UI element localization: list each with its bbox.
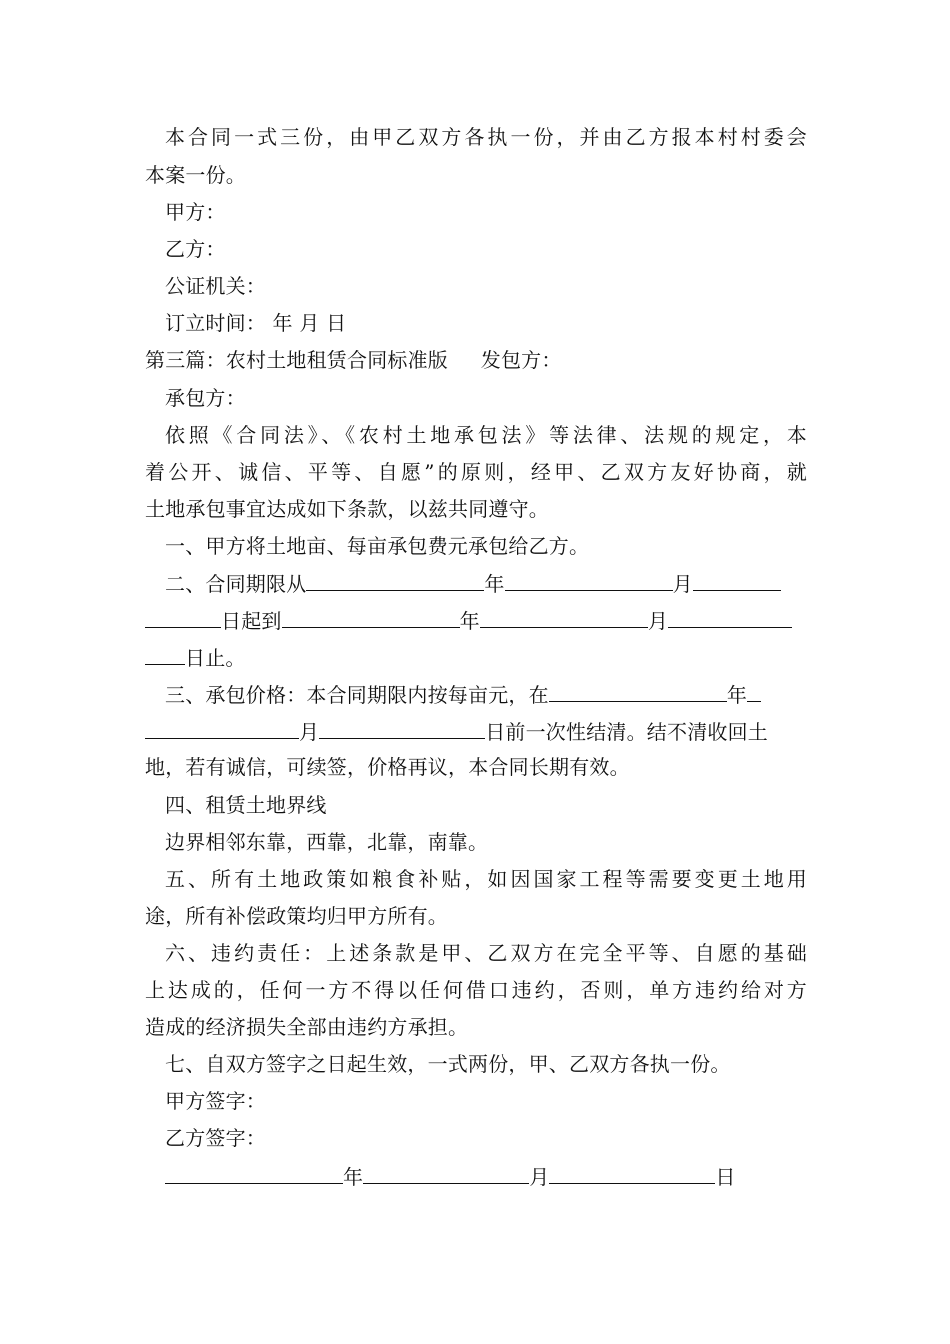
clause-3-line2 bbox=[145, 718, 807, 744]
clause-7: 七、自双方签字之日起生效，一式两份，甲、乙双方各执一份。 bbox=[165, 1052, 731, 1076]
boundary-line: 边界相邻东靠，西靠，北靠，南靠。 bbox=[165, 830, 489, 854]
clause-6-line1: 六、违约责任：上述条款是甲、乙双方在完全平等、自愿的基础 bbox=[165, 941, 807, 965]
blank-year bbox=[306, 570, 484, 591]
paragraph-copies-line2: 本案一份。 bbox=[145, 163, 246, 187]
clause-6-line3: 造成的经济损失全部由违约方承担。 bbox=[145, 1015, 469, 1039]
paragraph-copies-line1: 本合同一式三份，由甲乙双方各执一份，并由乙方报本村村委会 bbox=[165, 125, 807, 149]
blank-pay-month bbox=[747, 681, 761, 702]
clause-3-line3: 地，若有诚信，可续签，价格再议，本合同长期有效。 bbox=[145, 755, 630, 779]
clause-5-line2: 途，所有补偿政策均归甲方所有。 bbox=[145, 904, 448, 928]
clause-3-line1 bbox=[165, 681, 807, 707]
blank-end-day bbox=[668, 607, 792, 628]
blank-day bbox=[693, 570, 781, 591]
signature-date-line bbox=[165, 1163, 827, 1189]
month-label: 月 bbox=[529, 1165, 550, 1189]
party-a-label: 甲方： bbox=[165, 200, 226, 224]
contractor-label: 承包方： bbox=[165, 386, 246, 410]
clause-2-line1 bbox=[165, 570, 807, 596]
day-end-label: 日止。 bbox=[185, 646, 246, 670]
day-label: 日 bbox=[715, 1165, 736, 1189]
year-label: 年 bbox=[343, 1165, 364, 1189]
clause-6-line2: 上达成的，任何一方不得以任何借口违约，否则，单方违约给对方 bbox=[145, 978, 807, 1002]
blank-sign-month bbox=[363, 1163, 529, 1184]
clause-2-line3 bbox=[145, 644, 807, 670]
month-label: 月 bbox=[672, 572, 693, 596]
notary-label: 公证机关： bbox=[165, 274, 266, 298]
clause-1: 一、甲方将土地亩、每亩承包费元承包给乙方。 bbox=[165, 534, 590, 558]
clause-4: 四、租赁土地界线 bbox=[165, 793, 327, 817]
intro-line3: 土地承包事宜达成如下条款，以兹共同遵守。 bbox=[145, 497, 549, 521]
blank-pay-month-cont bbox=[145, 718, 299, 739]
intro-line1: 依照《合同法》、《农村土地承包法》等法律、法规的规定，本 bbox=[165, 423, 807, 447]
year-label: 年 bbox=[726, 683, 748, 707]
clause-3-mid: 日前一次性结清。结不清收回土 bbox=[485, 720, 769, 744]
blank-pay-day bbox=[319, 718, 485, 739]
clause-2-line2 bbox=[145, 607, 807, 633]
month-label: 月 bbox=[299, 720, 320, 744]
year-label: 年 bbox=[484, 572, 505, 596]
year-label: 年 bbox=[459, 609, 480, 633]
blank-end-day-cont bbox=[145, 644, 185, 665]
section-heading: 第三篇：农村土地租赁合同标准版 发包方： bbox=[145, 348, 562, 372]
intro-line2: 着公开、诚信、平等、自愿”的原则，经甲、乙双方友好协商，就 bbox=[145, 460, 807, 484]
party-b-label: 乙方： bbox=[165, 237, 226, 261]
blank-sign-year bbox=[165, 1163, 343, 1184]
blank-end-year bbox=[282, 607, 460, 628]
clause-3-start: 三、承包价格：本合同期限内按每亩元，在 bbox=[165, 683, 549, 707]
clause-5-line1: 五、所有土地政策如粮食补贴，如因国家工程等需要变更土地用 bbox=[165, 867, 807, 891]
clause-2-start: 二、合同期限从 bbox=[165, 572, 307, 596]
date-signed-label: 订立时间： 年 月 日 bbox=[165, 311, 347, 335]
sign-b-label: 乙方签字： bbox=[165, 1126, 266, 1150]
sign-a-label: 甲方签字： bbox=[165, 1089, 266, 1113]
month-label: 月 bbox=[647, 609, 669, 633]
blank-pay-year bbox=[549, 681, 727, 702]
blank-day-cont bbox=[145, 607, 221, 628]
blank-month bbox=[505, 570, 673, 591]
blank-sign-day bbox=[549, 1163, 715, 1184]
day-from-label: 日起到 bbox=[221, 609, 282, 633]
blank-end-month bbox=[480, 607, 648, 628]
